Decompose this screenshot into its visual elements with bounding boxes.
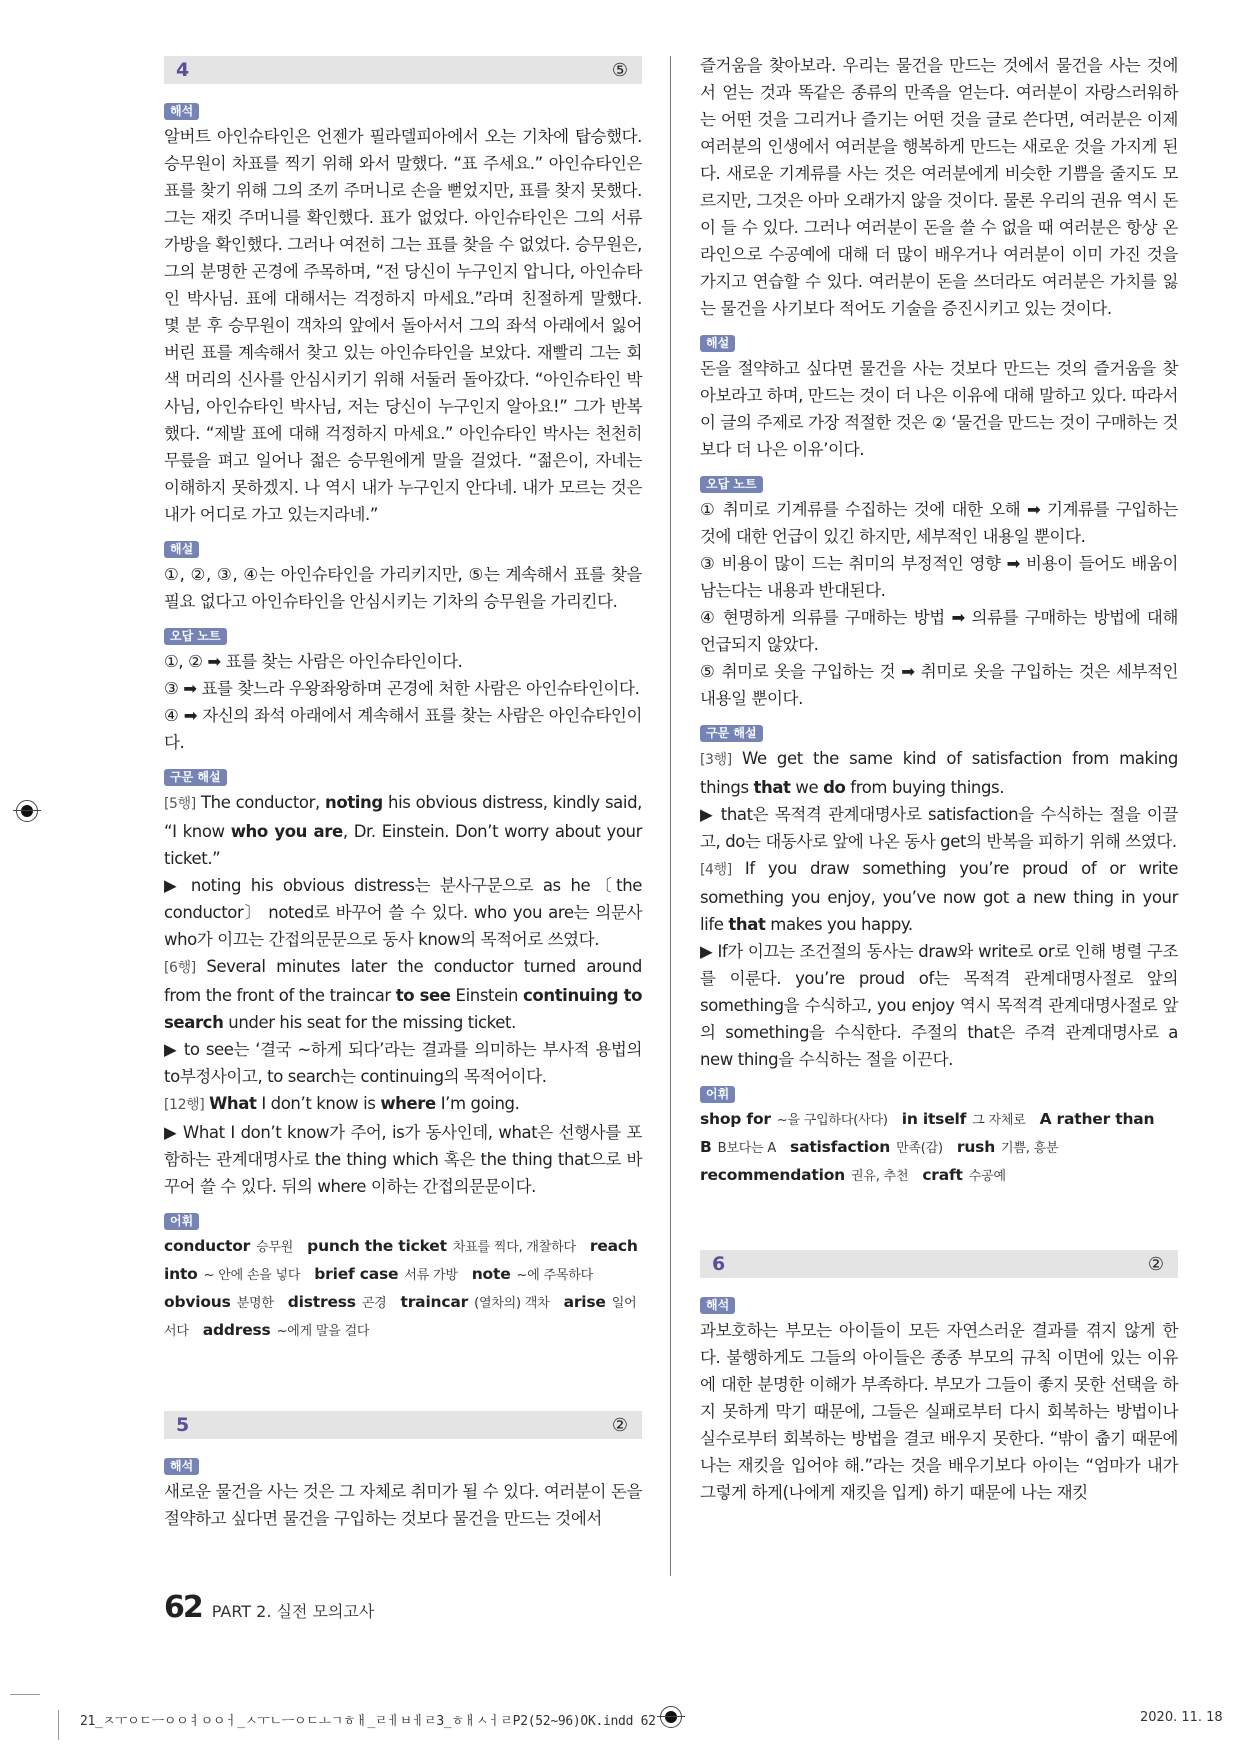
vocab-meaning: ~에게 말을 걸다 [276,1324,370,1339]
vocab-word: A rather than B [700,1110,1155,1156]
wrong-note-badge: 오답 노트 [164,628,227,645]
vocab-word: note [471,1265,511,1283]
q5-translation-text: 새로운 물건을 사는 것은 그 자체로 취미가 될 수 있다. 여러분이 돈을 절약하고 싶다면 물건을 구입하는 것보다 물건을 만드는 것에서 [164,1482,642,1528]
syntax-badge: 구문 해설 [164,769,227,786]
wrong-note-item: ①, ② ➡ 표를 찾는 사람은 아인슈타인이다. [164,652,463,671]
vocab-word: punch the ticket [307,1237,447,1255]
print-slug: 21_ㅈㅜㅇㄷㅡㅇㅇㅕㅇㅇㅓ_ㅅㅜㄴㅡㅇㄷㅗㄱㅎㅐ_ㄹㅔㅂㅔㄹ3_ㅎㅐㅅㅓㄹP2(52~96)OK.indd 62 [80,1714,656,1729]
q5-explanation-text: 돈을 절약하고 싶다면 물건을 사는 것보다 만드는 것의 즐거움을 찾아보라고 하며, 만드는 것이 더 나은 이유에 대해 말하고 있다. 따라서 이 글의 주제로 가장 적절한 것은 ② ‘물건을 만드는 것이 구매하는 것보다 더 나은 이유’이다. [700,359,1178,459]
q4-translation-text: 알버트 아인슈타인은 언젠가 필라델피아에서 오는 기차에 탑승했다. 승무원이 차표를 찍기 위해 와서 말했다. “표 주세요.” 아인슈타인은 표를 찾기 위해 그의 조끼 주머니로 손을 뻗었지만, 표를 찾지 못했다. 그는 재킷 주머니를 확인했다. 표가 없었다. 아인슈타인은 그의 서류 가방을 확인했다. 그러나 여전히 그는 표를 찾을 수 없었다. 승무원은, 그의 분명한 곤경에 주목하며, “전 당신이 누구인지 압니다, 아인슈타인 박사님. 표에 대해서는 걱정하지 마세요.”라며 친절하게 말했다. 몇 분 후 승무원이 객차의 앞에서 돌아서서 그의 좌석 아래에서 잃어버린 표를 계속해서 찾고 있는 아인슈타인을 보았다. 재빨리 그는 회색 머리의 신사를 안심시키기 위해 서둘러 돌아갔다. “아인슈타인 박사님, 아인슈타인 박사님, 저는 당신이 누구인지 알아요!” 그가 반복했다. “제발 표에 대해 걱정하지 마세요.” 아인슈타인 박사는 천천히 무릎을 펴고 일어나 젊은 승무원에게 말을 걸었다. “젊은이, 자네는 이해하지 못하겠지. 나 역시 내가 누구인지 안다네. 내가 모르는 것은 내가 어디로 가고 있는지라네.” [164,127,642,524]
q4-explanation-section [164,538,642,615]
syntax-note: ▶ What I don’t know가 주어, is가 동사인데, what은 선행사를 포함하는 관계대명사로 the thing which 혹은 the thing that으로 바꾸어 쓸 수 있다. 뒤의 where 이하는 간접의문문이다. [164,1123,642,1196]
vocab-meaning: 만족(감) [896,1141,943,1156]
vocab-meaning: (열차의) 객차 [474,1296,550,1311]
q5-vocab-section [700,1083,1178,1190]
registration-mark-icon [660,1706,682,1728]
syntax-sentence [700,855,1178,938]
q5-translation-continued [700,52,1178,322]
answer-choice: ② [1147,1253,1164,1275]
syntax-note: ▶ noting his obvious distress는 분사구문으로 as he〔the conductor〕 noted로 바꾸어 쓸 수 있다. who you are는 의문사 who가 이끄는 간접의문문으로 동사 know의 목적어로 쓰였다. [164,876,642,949]
vocab-word: shop for [700,1110,771,1128]
wrong-note-item: ④ ➡ 자신의 좌석 아래에서 계속해서 표를 찾는 사람은 아인슈타인이다. [164,706,642,752]
vocab-word: reach into [164,1237,638,1283]
left-column [164,56,642,1542]
syntax-note: ▶ If가 이끄는 조건절의 동사는 draw와 write로 or로 인해 병렬 구조를 이룬다. you’re proud of는 목적격 관계대명사절로 앞의 something을 수식하고, you enjoy 역시 목적격 관계대명사절로 앞의 something을 수식한다. 주절의 that은 주격 관계대명사로 a new thing을 수식하는 절을 이끈다. [700,942,1178,1069]
crop-mark [10,1694,40,1695]
question-number: 6 [712,1253,726,1275]
vocab-word: obvious [164,1293,231,1311]
q4-explanation-text: ①, ②, ③, ④는 아인슈타인을 가리키지만, ⑤는 계속해서 표를 찾을 필요 없다고 아인슈타인을 안심시키는 기차의 승무원을 가리킨다. [164,565,642,611]
line-ref: [12행] [164,1097,205,1113]
syntax-sentence-text: We get the same kind of satisfaction from making things that we do from buying things. [700,749,1178,797]
question-4-header [164,56,642,84]
vocab-meaning: B보다는 A [717,1141,777,1156]
vocab-meaning: ~에 주목하다 [516,1268,593,1283]
q5-translation-section [164,1455,642,1532]
syntax-sentence-text: The conductor, noting his obvious distress, kindly said, “I know who you are, Dr. Einstein. Don’t worry about your ticket.” [164,793,642,868]
column-divider [670,56,671,1576]
q6-translation-text: 과보호하는 부모는 아이들이 모든 자연스러운 결과를 겪지 않게 한다. 불행하게도 그들의 아이들은 종종 부모의 규칙 이면에 있는 이유에 대한 분명한 이해가 부족하다. 부모가 그들이 좋지 못한 선택을 하지 못하게 막기 때문에, 그들은 실패로부터 다시 회복하는 방법이나 실수로부터 회복하는 방법을 결코 배우지 못한다. “밖이 춥기 때문에 나는 재킷을 입어야 해.”라는 것을 배우기보다 아이는 “엄마가 내가 그렇게 하게(나에게 재킷을 입게) 하기 때문에 나는 재킷 [700,1321,1178,1502]
q5-wrong-note-section [700,473,1178,712]
vocab-meaning: 권유, 추천 [851,1169,909,1184]
vocab-word: in itself [901,1110,967,1128]
q4-syntax-section [164,766,642,1200]
q6-translation-section [700,1294,1178,1506]
answer-choice: ② [611,1414,628,1436]
syntax-sentence [164,789,642,872]
wrong-note-badge: 오답 노트 [700,476,763,493]
vocab-word: brief case [314,1265,399,1283]
q4-vocab-section [164,1210,642,1345]
vocab-meaning: 일어서다 [164,1296,637,1339]
vocab-meaning: 그 자체로 [972,1113,1026,1128]
question-number: 5 [176,1414,190,1436]
q4-translation-section [164,100,642,528]
wrong-note-item: ④ 현명하게 의류를 구매하는 방법 ➡ 의류를 구매하는 방법에 대해 언급되지 않았다. [700,608,1178,654]
part-title: PART 2. 실전 모의고사 [211,1602,375,1621]
syntax-sentence-text: If you draw something you’re proud of or write something you enjoy, you’ve now got a new thing in your life that makes you happy. [700,859,1178,934]
q4-wrong-note-section [164,625,642,756]
translation-badge: 해석 [700,1297,735,1314]
q5-syntax-section [700,722,1178,1073]
question-6-header [700,1250,1178,1278]
syntax-note: ▶ that은 목적격 관계대명사로 satisfaction을 수식하는 절을 이끌고, do는 대동사로 앞에 나온 동사 get의 반복을 피하기 위해 쓰였다. [700,805,1178,851]
page-footer [164,1590,374,1625]
vocab-list [700,1106,1178,1190]
line-ref: [5행] [164,796,196,812]
vocab-meaning: 차표를 찍다, 개찰하다 [452,1240,576,1255]
vocab-word: address [202,1321,271,1339]
explanation-badge: 해설 [700,335,735,352]
vocab-meaning: 승무원 [256,1240,294,1255]
vocab-word: craft [922,1166,963,1184]
vocab-list [164,1233,642,1345]
vocab-meaning: 서류 가방 [404,1268,458,1283]
syntax-sentence-text: Several minutes later the conductor turned around from the front of the traincar to see Einstein continuing to search under his seat for the missing ticket. [164,957,643,1032]
registration-mark-icon [16,800,38,822]
vocab-badge: 어휘 [700,1086,735,1103]
syntax-badge: 구문 해설 [700,725,763,742]
syntax-sentence [164,953,642,1036]
explanation-badge: 해설 [164,541,199,558]
q5-translation-cont-text: 즐거움을 찾아보라. 우리는 물건을 만드는 것에서 물건을 사는 것에서 얻는 것과 똑같은 종류의 만족을 얻는다. 여러분이 자랑스러워하는 어떤 것을 그리거나 즐기는 어떤 것을 글로 쓴다면, 여러분은 이제 여러분의 인생에서 여러분을 행복하게 만드는 새로운 것을 가지게 된다. 새로운 기계류를 사는 것은 여러분에게 비슷한 기쁨을 줄지도 모르지만, 그것은 아마 오래가지 않을 것이다. 물론 우리의 권유 역시 돈이 들 수 있다. 그러나 여러분이 돈을 쓸 수 없을 때 여러분은 항상 온라인으로 수공예에 대해 더 많이 배우거나 여러분이 이미 가진 것을 가지고 연습할 수 있다. 여러분이 돈을 쓰더라도 여러분은 가치를 잃는 물건을 사기보다 적어도 기술을 증진시키고 있는 것이다. [700,56,1178,318]
wrong-note-item: ① 취미로 기계류를 수집하는 것에 대한 오해 ➡ 기계류를 구입하는 것에 대한 언급이 있긴 하지만, 세부적인 내용일 뿐이다. [700,500,1178,546]
line-ref: [6행] [164,960,196,976]
syntax-sentence-text: What I don’t know is where I’m going. [209,1094,520,1113]
vocab-word: conductor [164,1237,251,1255]
question-5-header [164,1411,642,1439]
vocab-meaning: ~ 안에 손을 넣다 [203,1268,301,1283]
vocab-meaning: 분명한 [236,1296,274,1311]
page-number: 62 [164,1590,202,1625]
translation-badge: 해석 [164,103,199,120]
vocab-word: rush [956,1138,996,1156]
wrong-note-item: ③ 비용이 많이 드는 취미의 부정적인 영향 ➡ 비용이 들어도 배움이 남는다는 내용과 반대된다. [700,554,1178,600]
vocab-meaning: 기쁨, 흥분 [1001,1141,1059,1156]
right-column [700,52,1178,1516]
syntax-sentence [700,745,1178,801]
translation-badge: 해석 [164,1458,199,1475]
wrong-note-item: ⑤ 취미로 옷을 구입하는 것 ➡ 취미로 옷을 구입하는 것은 세부적인 내용일 뿐이다. [700,662,1178,708]
answer-choice: ⑤ [611,59,628,81]
line-ref: [3행] [700,752,732,768]
line-ref: [4행] [700,862,732,878]
vocab-word: arise [563,1293,606,1311]
syntax-note: ▶ to see는 ‘결국 ~하게 되다’라는 결과를 의미하는 부사적 용법의 to부정사이고, to search는 continuing의 목적어이다. [164,1040,642,1086]
q5-explanation-section [700,332,1178,463]
wrong-note-item: ③ ➡ 표를 찾느라 우왕좌왕하며 곤경에 처한 사람은 아인슈타인이다. [164,679,640,698]
vocab-meaning: 수공예 [968,1169,1006,1184]
vocab-badge: 어휘 [164,1213,199,1230]
vocab-word: distress [287,1293,356,1311]
print-date: 2020. 11. 18 [1140,1710,1223,1725]
vocab-meaning: 곤경 [361,1296,387,1311]
vocab-word: satisfaction [790,1138,891,1156]
question-number: 4 [176,59,190,81]
vocab-word: recommendation [700,1166,846,1184]
syntax-sentence [164,1090,642,1119]
crop-mark [58,1710,59,1740]
vocab-word: traincar [400,1293,469,1311]
vocab-meaning: ~을 구입하다(사다) [776,1113,888,1128]
